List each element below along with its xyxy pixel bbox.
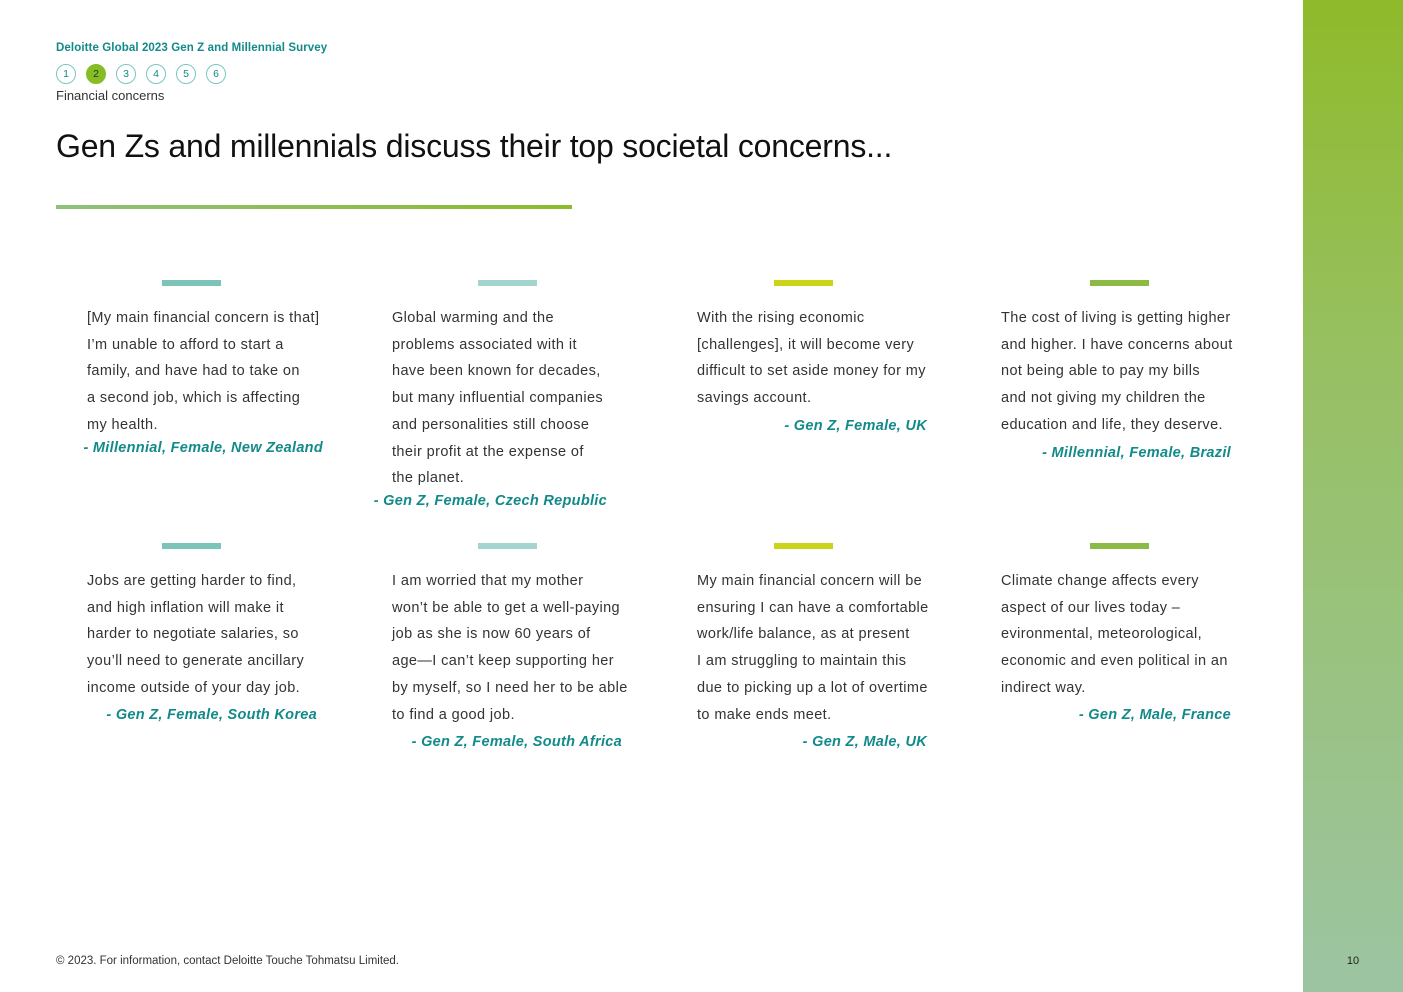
quote-accent-bar [162,543,221,549]
quote-attribution: - Gen Z, Female, Czech Republic [373,493,607,509]
quote-line: my health. [87,416,158,433]
quote-attribution: - Gen Z, Female, UK [784,418,927,434]
survey-title: Deloitte Global 2023 Gen Z and Millennial Survey [56,42,328,54]
quote-line: I am struggling to maintain this [697,653,907,670]
quote-accent-bar [162,280,221,286]
quote-line: and higher. I have concerns about [1001,336,1233,353]
quote-line: I am worried that my mother [392,573,584,589]
page-number: 10 [1346,955,1360,967]
quote-line: have been known for decades, [392,363,601,380]
quote-attribution: - Millennial, Female, New Zealand [83,440,323,456]
quote-line: you’ll need to generate ancillary [87,653,305,670]
quote-line: savings account. [697,390,812,407]
quote-text [87,568,304,702]
page-title: Gen Zs and millennials discuss their top societal concerns... [56,128,893,164]
quote-line: difficult to set aside money for my [697,363,926,380]
quote-text [697,305,926,412]
quote-line: aspect of our lives today – [1001,599,1181,616]
quote-line: job as she is now 60 years of [392,626,591,643]
quote-accent-bar [1090,543,1149,549]
quote-line: their profit at the expense of [392,443,584,460]
quote-attribution: - Gen Z, Female, South Korea [106,707,317,723]
quote-line: work/life balance, as at present [697,626,910,643]
section-label: Financial concerns [56,88,165,103]
nav-dot-3[interactable]: 3 [116,64,136,84]
quote-line: won’t be able to get a well-paying [392,599,621,616]
side-color-band [1303,0,1403,992]
section-nav [56,64,226,84]
quote-line: due to picking up a lot of overtime [697,679,928,696]
copyright-footer: © 2023. For information, contact Deloitte Touche Tohmatsu Limited. [56,955,400,967]
quote-line: and not giving my children the [1001,390,1206,407]
quote-accent-bar [1090,280,1149,286]
nav-dot-5[interactable]: 5 [176,64,196,84]
quote-line: ensuring I can have a comfortable [697,599,929,616]
quote-accent-bar [478,543,537,549]
quote-line: indirect way. [1001,679,1086,696]
quote-line: My main financial concern will be [697,573,923,589]
quote-text [697,568,929,728]
quote-line: education and life, they deserve. [1001,416,1223,433]
quote-text [392,305,603,492]
quote-line: [challenges], it will become very [697,336,915,353]
quote-line: and personalities still choose [392,416,590,433]
quote-line: harder to negotiate salaries, so [87,626,299,643]
quote-line: income outside of your day job. [87,679,301,696]
quote-text [1001,568,1228,702]
quote-text [87,305,319,439]
quote-line: evironmental, meteorological, [1001,626,1202,643]
quote-line: and high inflation will make it [87,599,284,616]
quote-attribution: - Gen Z, Male, UK [802,734,927,750]
quote-attribution: - Millennial, Female, Brazil [1042,445,1231,461]
quote-line: economic and even political in an [1001,653,1228,670]
quote-line: family, and have had to take on [87,363,300,380]
quote-line: I’m unable to afford to start a [87,336,284,353]
quote-line: problems associated with it [392,336,577,353]
quote-line: by myself, so I need her to be able [392,679,628,696]
nav-dot-2[interactable]: 2 [86,64,106,84]
quote-line: Global warming and the [392,310,554,326]
quote-text [1001,305,1233,439]
quote-line: The cost of living is getting higher [1001,310,1231,326]
title-underline [56,205,572,209]
quote-line: Jobs are getting harder to find, [87,573,297,589]
quote-line: [My main financial concern is that] [87,310,320,326]
quote-line: but many influential companies [392,390,604,407]
quote-attribution: - Gen Z, Male, France [1078,707,1231,723]
quote-line: not being able to pay my bills [1001,363,1200,380]
quote-line: to make ends meet. [697,706,832,723]
nav-dot-4[interactable]: 4 [146,64,166,84]
quote-line: With the rising economic [697,310,865,326]
quote-line: Climate change affects every [1001,573,1199,589]
quote-text [392,568,628,728]
quote-attribution: - Gen Z, Female, South Africa [411,734,622,750]
quote-accent-bar [774,543,833,549]
quote-accent-bar [774,280,833,286]
quote-line: a second job, which is affecting [87,390,301,407]
quote-line: to find a good job. [392,706,515,723]
nav-dot-1[interactable]: 1 [56,64,76,84]
nav-dot-6[interactable]: 6 [206,64,226,84]
quote-accent-bar [478,280,537,286]
quote-line: age—I can’t keep supporting her [392,653,614,670]
quote-line: the planet. [392,470,465,487]
